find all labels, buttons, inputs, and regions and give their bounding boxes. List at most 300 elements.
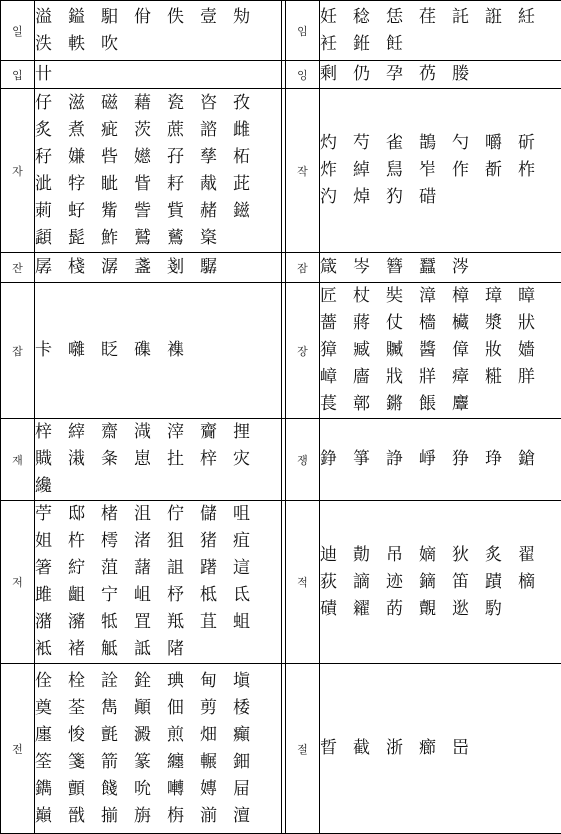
hanja-char: 漿 <box>485 310 518 337</box>
right-reading-label: 적 <box>286 501 320 664</box>
hanja-char: 碏 <box>419 184 452 211</box>
right-hanja-cell <box>320 61 561 89</box>
hanja-char: 眦 <box>101 171 134 198</box>
hanja-char: 詆 <box>134 636 167 663</box>
hanja-char: 鷲 <box>134 225 167 252</box>
hanja-char: 佺 <box>35 668 68 695</box>
hanja-char: 吹 <box>101 31 134 58</box>
hanja-char: 躇 <box>200 555 233 582</box>
hanja-line <box>320 337 561 364</box>
hanja-char: 盞 <box>134 254 167 281</box>
hanja-char: 蠶 <box>419 254 452 281</box>
hanja-char: 湔 <box>200 803 233 830</box>
right-reading-label: 작 <box>286 89 320 253</box>
hanja-char: 潺 <box>101 254 134 281</box>
hanja-char: 菂 <box>386 596 419 623</box>
hanja-char: 孕 <box>386 61 419 88</box>
hanja-char: 勣 <box>353 542 386 569</box>
hanja-char: 狰 <box>452 446 485 473</box>
hanja-char: 貲 <box>167 198 200 225</box>
hanja-char: 瘴 <box>452 364 485 391</box>
hanja-char: 銓 <box>134 668 167 695</box>
hanja-char: 巔 <box>35 803 68 830</box>
hanja-char: 鏑 <box>419 569 452 596</box>
hanja-char: 剪 <box>200 695 233 722</box>
hanja-char: 咀 <box>233 501 266 528</box>
hanja-char: 藉 <box>134 90 167 117</box>
hanja-char: 臧 <box>353 337 386 364</box>
hanja-char: 斫 <box>518 130 551 157</box>
hanja-char: 奠 <box>35 695 68 722</box>
hanja-char: 牂 <box>419 364 452 391</box>
hanja-char: 奘 <box>386 283 419 310</box>
hanja-char: 箭 <box>101 749 134 776</box>
hanja-line <box>35 144 281 171</box>
hanja-char: 牸 <box>68 171 101 198</box>
hanja-char: 誑 <box>485 4 518 31</box>
left-reading-label: 일 <box>1 1 35 61</box>
hanja-line <box>320 446 561 473</box>
hanja-char: 廛 <box>35 722 68 749</box>
hanja-char: 樟 <box>452 283 485 310</box>
hanja-char: 炙 <box>35 117 68 144</box>
hanja-char: 呰 <box>101 144 134 171</box>
hanja-line <box>35 171 281 198</box>
hanja-char: 訾 <box>134 198 167 225</box>
table-row <box>1 664 561 834</box>
hanja-line <box>35 582 281 609</box>
hanja-char: 鎗 <box>518 446 551 473</box>
hanja-char: 苧 <box>35 501 68 528</box>
left-hanja-cell <box>35 253 282 283</box>
hanja-char: 耔 <box>167 171 200 198</box>
hanja-char: 嶂 <box>320 364 353 391</box>
hanja-char: 囀 <box>167 776 200 803</box>
hanja-char: 琠 <box>167 668 200 695</box>
right-reading-label: 절 <box>286 664 320 834</box>
left-reading-label: 전 <box>1 664 35 834</box>
hanja-char: 杖 <box>353 283 386 310</box>
hanja-char: 滓 <box>167 419 200 446</box>
hanja-char: 邸 <box>68 501 101 528</box>
hanja-line <box>35 61 281 88</box>
hanja-char: 荃 <box>68 695 101 722</box>
hanja-char: 渽 <box>134 419 167 446</box>
hanja-char: 暲 <box>518 283 551 310</box>
hanja-char: 澶 <box>233 803 266 830</box>
hanja-line <box>320 157 561 184</box>
hanja-line <box>35 337 281 364</box>
hanja-char: 氐 <box>233 582 266 609</box>
hanja-char: 陼 <box>167 636 200 663</box>
hanja-line <box>35 749 281 776</box>
hanja-line <box>35 668 281 695</box>
hanja-char: 醬 <box>419 337 452 364</box>
left-reading-label: 저 <box>1 501 35 664</box>
left-hanja-cell <box>35 501 282 664</box>
hanja-char: 柞 <box>518 157 551 184</box>
right-reading-label: 쟁 <box>286 419 320 501</box>
hanja-line <box>35 4 281 31</box>
hanja-char: 瓷 <box>167 90 200 117</box>
hanja-char: 詮 <box>101 668 134 695</box>
hanja-char: 灾 <box>233 446 266 473</box>
hanja-char: 犳 <box>386 184 419 211</box>
hanja-char: 孳 <box>200 144 233 171</box>
hanja-char: 杵 <box>68 528 101 555</box>
hanja-char: 謫 <box>353 569 386 596</box>
hanja-char: 箋 <box>68 749 101 776</box>
hanja-char: 檣 <box>419 310 452 337</box>
hanja-char: 梓 <box>35 419 68 446</box>
hanja-char: 託 <box>452 4 485 31</box>
left-reading-label: 자 <box>1 89 35 253</box>
hanja-char: 柘 <box>233 144 266 171</box>
hanja-line <box>320 542 561 569</box>
hanja-char: 截 <box>353 735 386 762</box>
hanja-char: 傽 <box>452 337 485 364</box>
hanja-char: 嫌 <box>68 144 101 171</box>
hanja-line <box>320 283 561 310</box>
hanja-char: 纔 <box>35 473 68 500</box>
hanja-line <box>35 501 281 528</box>
right-hanja-cell <box>320 1 561 61</box>
hanja-char: 箏 <box>353 446 386 473</box>
hanja-char: 梓 <box>200 446 233 473</box>
hanja-char: 翟 <box>518 542 551 569</box>
hanja-char: 顫 <box>68 776 101 803</box>
hanja-char: 岝 <box>419 157 452 184</box>
hanja-char: 稔 <box>353 4 386 31</box>
left-hanja-cell <box>35 419 282 501</box>
hanja-char: 甸 <box>200 668 233 695</box>
hanja-char: 宁 <box>101 582 134 609</box>
hanja-line <box>35 419 281 446</box>
hanja-line <box>320 364 561 391</box>
hanja-char: 顚 <box>134 695 167 722</box>
hanja-char: 琤 <box>485 446 518 473</box>
hanja-char: 涔 <box>452 254 485 281</box>
hanja-char: 泆 <box>35 31 68 58</box>
hanja-char: 旃 <box>134 803 167 830</box>
table-row <box>1 283 561 419</box>
hanja-char: 柢 <box>200 582 233 609</box>
hanja-char: 茨 <box>134 117 167 144</box>
hanja-char: 棧 <box>68 254 101 281</box>
right-hanja-cell <box>320 419 561 501</box>
hanja-char: 馰 <box>485 596 518 623</box>
hanja-char: 鏘 <box>386 391 419 418</box>
hanja-char: 嚼 <box>485 130 518 157</box>
hanja-char: 觝 <box>101 636 134 663</box>
table-row <box>1 89 561 253</box>
hanja-char: 栓 <box>68 668 101 695</box>
hanja-char: 焯 <box>353 184 386 211</box>
hanja-char: 浙 <box>386 735 419 762</box>
left-hanja-cell <box>35 664 282 834</box>
hanja-char: 塡 <box>233 668 266 695</box>
hanja-line <box>35 528 281 555</box>
hanja-char: 扗 <box>167 446 200 473</box>
left-hanja-cell <box>35 61 282 89</box>
hanja-char: 筌 <box>35 749 68 776</box>
hanja-char: 岑 <box>353 254 386 281</box>
hanja-char: 滋 <box>68 90 101 117</box>
hanja-char: 狄 <box>452 542 485 569</box>
hanja-char: 溨 <box>68 446 101 473</box>
hanja-char: 軼 <box>68 31 101 58</box>
hanja-char: 樀 <box>518 569 551 596</box>
hanja-char: 輾 <box>200 749 233 776</box>
hanja-char: 芍 <box>353 130 386 157</box>
hanja-char: 岨 <box>134 582 167 609</box>
hanja-char: 篆 <box>134 749 167 776</box>
hanja-char: 賳 <box>35 446 68 473</box>
hanja-char: 癤 <box>419 735 452 762</box>
hanja-char: 餞 <box>101 776 134 803</box>
hanja-char: 妊 <box>320 4 353 31</box>
hanja-char: 襍 <box>167 337 200 364</box>
hanja-char: 癲 <box>233 722 266 749</box>
right-reading-label: 잠 <box>286 253 320 283</box>
hanja-char: 薔 <box>320 310 353 337</box>
hanja-char: 栴 <box>167 803 200 830</box>
hanja-char: 蔗 <box>167 117 200 144</box>
hanja-char: 莿 <box>35 198 68 225</box>
hanja-char: 孱 <box>35 254 68 281</box>
hanja-char: 㮃 <box>233 695 266 722</box>
hanja-char: 虸 <box>68 198 101 225</box>
hanja-char: 縡 <box>68 419 101 446</box>
hanja-char: 佇 <box>167 501 200 528</box>
hanja-char: 蔣 <box>353 310 386 337</box>
hanja-char: 恁 <box>386 4 419 31</box>
hanja-char: 頿 <box>35 225 68 252</box>
hanja-line <box>35 695 281 722</box>
hanja-char: 纏 <box>167 749 200 776</box>
hanja-char: 贓 <box>386 337 419 364</box>
hanja-char: 覿 <box>419 596 452 623</box>
hanja-char: 悛 <box>68 722 101 749</box>
hanja-char: 胾 <box>200 171 233 198</box>
hanja-char: 灼 <box>320 130 353 157</box>
hanja-char: 眨 <box>101 337 134 364</box>
table-row <box>1 61 561 89</box>
table-row <box>1 253 561 283</box>
hanja-char: 箴 <box>320 254 353 281</box>
hanja-char: 諍 <box>386 446 419 473</box>
hanja-line <box>35 198 281 225</box>
right-reading-label: 임 <box>286 1 320 61</box>
right-hanja-cell <box>320 89 561 253</box>
hanja-char: 獐 <box>320 337 353 364</box>
table-row <box>1 1 561 61</box>
hanja-char: 荻 <box>320 569 353 596</box>
hanja-char: 鐫 <box>35 776 68 803</box>
hanja-char: 炙 <box>485 542 518 569</box>
hanja-line <box>320 130 561 157</box>
hanja-line <box>320 391 561 418</box>
right-hanja-cell <box>320 664 561 834</box>
hanja-line <box>320 61 561 88</box>
hanja-char: 嫥 <box>200 776 233 803</box>
right-reading-label: 잉 <box>286 61 320 89</box>
hanja-char: 佚 <box>167 4 200 31</box>
hanja-char: 紝 <box>518 4 551 31</box>
hanja-char: 廧 <box>353 364 386 391</box>
hanja-line <box>35 225 281 252</box>
hanja-char: 馹 <box>101 4 134 31</box>
hanja-char: 羝 <box>167 609 200 636</box>
hanja-char: 錚 <box>320 446 353 473</box>
hanja-line <box>35 31 281 58</box>
hanja-char: 銋 <box>353 31 386 58</box>
hanja-char: 剗 <box>167 254 200 281</box>
hanja-char: 鶿 <box>167 225 200 252</box>
hanja-line <box>35 803 281 830</box>
hanja-char: 澱 <box>134 722 167 749</box>
left-reading-label: 입 <box>1 61 35 89</box>
right-hanja-cell <box>320 283 561 419</box>
hanja-char: 苴 <box>200 609 233 636</box>
hanja-char: 吮 <box>134 776 167 803</box>
hanja-char: 褚 <box>68 636 101 663</box>
right-hanja-cell <box>320 253 561 283</box>
hanja-line <box>320 254 561 281</box>
left-hanja-cell <box>35 89 282 253</box>
hanja-char: 飪 <box>386 31 419 58</box>
hanja-char: 疵 <box>101 117 134 144</box>
hanja-char: 欌 <box>452 310 485 337</box>
hanja-char: 雌 <box>233 117 266 144</box>
hanja-line <box>35 446 281 473</box>
hanja-char: 疽 <box>233 528 266 555</box>
hanja-char: 袛 <box>35 636 68 663</box>
hanja-char: 諮 <box>200 117 233 144</box>
hanja-char: 匠 <box>320 283 353 310</box>
hanja-char: 赭 <box>200 198 233 225</box>
hanja-char: 戩 <box>68 803 101 830</box>
hanja-char: 詛 <box>167 555 200 582</box>
hanja-char: 漳 <box>419 283 452 310</box>
hanja-char: 鎰 <box>68 4 101 31</box>
hanja-line <box>35 636 281 663</box>
hanja-char: 猪 <box>200 528 233 555</box>
hanja-char: 咨 <box>200 90 233 117</box>
hanja-char: 迪 <box>320 542 353 569</box>
hanja-char: 羘 <box>518 364 551 391</box>
hanja-char: 眥 <box>134 171 167 198</box>
hanja-char: 汋 <box>320 184 353 211</box>
hanja-char: 楶 <box>200 225 233 252</box>
hanja-line <box>35 555 281 582</box>
hanja-char: 崢 <box>419 446 452 473</box>
hanja-char: 綽 <box>353 157 386 184</box>
left-reading-label: 잡 <box>1 283 35 419</box>
hanja-char: 迹 <box>386 569 419 596</box>
hanja-char: 磧 <box>320 596 353 623</box>
hanja-line <box>35 722 281 749</box>
hanja-char: 氈 <box>101 722 134 749</box>
hanja-char: 瀦 <box>68 609 101 636</box>
hanja-line <box>35 473 281 500</box>
hanja-char: 餦 <box>419 391 452 418</box>
hanja-line <box>320 310 561 337</box>
hanja-char: 樗 <box>101 528 134 555</box>
hanja-char: 蹟 <box>485 569 518 596</box>
left-hanja-cell <box>35 283 282 419</box>
hanja-line <box>320 596 561 623</box>
hanja-line <box>320 569 561 596</box>
hanja-char: 孖 <box>167 144 200 171</box>
hanja-char: 畑 <box>200 722 233 749</box>
hanja-char: 晢 <box>320 735 353 762</box>
hanja-char: 秄 <box>35 144 68 171</box>
hanja-char: 鎡 <box>233 198 266 225</box>
hanja-char: 雎 <box>35 582 68 609</box>
hanja-char: 牴 <box>101 609 134 636</box>
hanja-char: 麞 <box>452 391 485 418</box>
hanja-char: 狀 <box>518 310 551 337</box>
table-row <box>1 501 561 664</box>
hanja-char: 觜 <box>101 198 134 225</box>
hanja-char: 衽 <box>320 31 353 58</box>
hanja-char: 囃 <box>68 337 101 364</box>
hanja-char: 媵 <box>452 61 485 88</box>
hanja-char: 嫡 <box>419 542 452 569</box>
hanja-char: 舃 <box>386 157 419 184</box>
hanja-char: 這 <box>233 555 266 582</box>
hanja-char: 溢 <box>35 4 68 31</box>
hanja-char: 潴 <box>35 609 68 636</box>
hanja-char: 簪 <box>386 254 419 281</box>
hanja-char: 箸 <box>35 555 68 582</box>
hanja-line <box>320 184 561 211</box>
hanja-char: 菹 <box>101 555 134 582</box>
hanja-char: 髭 <box>68 225 101 252</box>
hanja-char: 杼 <box>167 582 200 609</box>
hanja-char: 沮 <box>134 501 167 528</box>
hanja-char: 炸 <box>320 157 353 184</box>
hanja-char: 齟 <box>68 582 101 609</box>
hanja-char: 渚 <box>134 528 167 555</box>
hanja-char: 雀 <box>386 130 419 157</box>
hanja-char: 吊 <box>386 542 419 569</box>
hanja-char: 卄 <box>35 61 68 88</box>
hanja-char: 糚 <box>485 364 518 391</box>
hanja-char: 壹 <box>200 4 233 31</box>
hanja-char: 璋 <box>485 283 518 310</box>
hanja-char: 萇 <box>320 391 353 418</box>
hanja-char: 蛆 <box>233 609 266 636</box>
hanja-char: 嬨 <box>134 144 167 171</box>
hanja-char: 作 <box>452 157 485 184</box>
hanja-char: 糴 <box>353 596 386 623</box>
hanja-char: 紵 <box>68 555 101 582</box>
hanja-char: 泚 <box>35 171 68 198</box>
hanja-line <box>35 609 281 636</box>
hanja-char: 卡 <box>35 337 68 364</box>
hanja-char: 捚 <box>233 419 266 446</box>
hanja-char: 嬙 <box>518 337 551 364</box>
hanja-char: 鵲 <box>419 130 452 157</box>
hanja-char: 岊 <box>452 735 485 762</box>
hanja-char: 齎 <box>200 419 233 446</box>
hanja-char: 勺 <box>452 130 485 157</box>
hanja-char: 雋 <box>101 695 134 722</box>
hanja-char: 姐 <box>35 528 68 555</box>
hanja-line <box>320 4 561 31</box>
